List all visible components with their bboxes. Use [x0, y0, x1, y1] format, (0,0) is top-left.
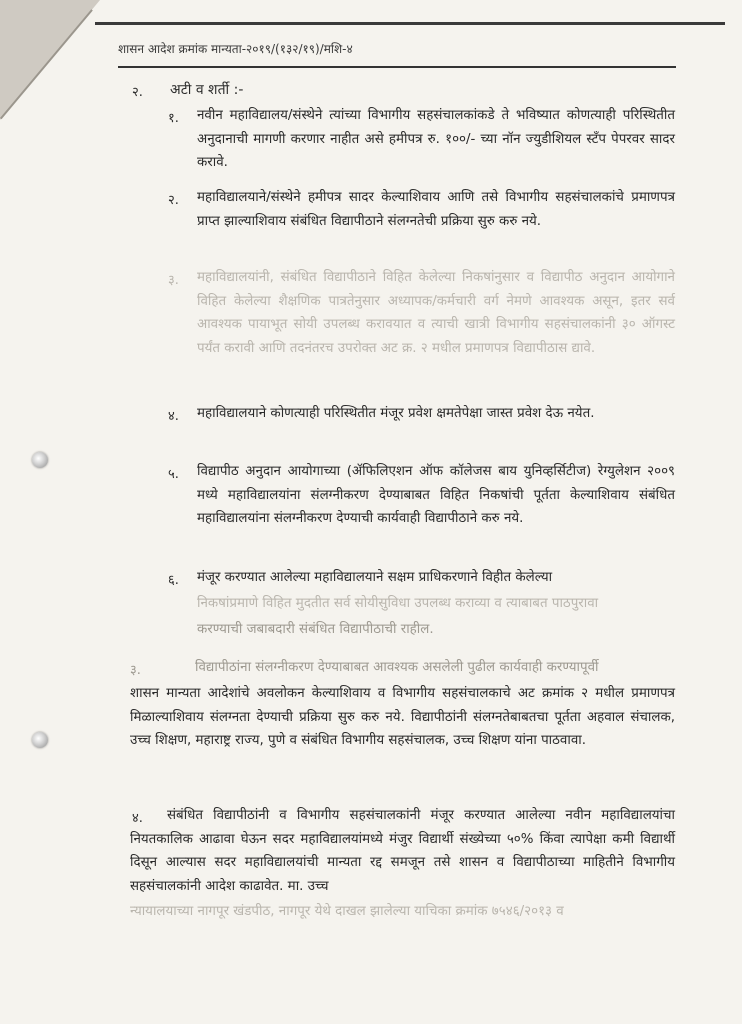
section-3-text: शासन मान्यता आदेशांचे अवलोकन केल्याशिवाय व विभागीय सहसंचालकाचे अट क्रमांक २ मधील प्रमाणपत्र मिळाल्याशिवाय संलग्नता देण्याची प्रक्रिया सुरु करु नये. विद्यापीठांनी संलग्नतेबाबतचा पूर्तता अहवाल संचालक, उच्च शिक्षण, महाराष्ट्र राज्य, पुणे व संबंधित विभागीय सहसंचालक, उच्च शिक्षण यांना पाठवावा.: [130, 686, 675, 748]
condition-4-text: महाविद्यालयाने कोणत्याही परिस्थितीत मंजूर प्रवेश क्षमतेपेक्षा जास्त प्रवेश देऊ नयेत.: [197, 406, 595, 421]
section-4-number: ४.: [132, 811, 143, 826]
section-2-title: अटी व शर्ती :-: [170, 82, 244, 98]
scan-top-edge: [95, 22, 725, 25]
header-rule: [118, 66, 676, 68]
condition-6-line-1: मंजूर करण्यात आलेल्या महाविद्यालयाने सक्षम प्राधिकरणाने विहीत केलेल्या: [197, 570, 553, 585]
condition-2-number: २.: [168, 193, 179, 208]
condition-6-line-2: निकषांप्रमाणे विहित मुदतीत सर्व सोयीसुविधा उपलब्ध कराव्या व त्याबाबत पाठपुरावा: [197, 596, 599, 611]
condition-2-text: महाविद्यालयाने/संस्थेने हमीपत्र सादर केल्याशिवाय आणि तसे विभागीय सहसंचालकांचे प्रमाणपत्र प्राप्त झाल्याशिवाय संबंधित विद्यापीठाने संलग्नतेची प्रक्रिया सुरु करु नये.: [197, 190, 675, 229]
condition-3-number: ३.: [168, 273, 179, 288]
condition-1-number: १.: [168, 111, 179, 126]
condition-5-text: विद्यापीठ अनुदान आयोगाच्या (ॲफिलिएशन ऑफ कॉलेजस बाय युनिव्हर्सिटीज) रेग्युलेशन २००९ मध्ये महाविद्यालयांना संलग्नीकरण देण्याबाबत विहित निकषांची पूर्तता केल्याशिवाय संबंधित महाविद्यालयांना संलग्नीकरण देण्याची कार्यवाही विद्यापीठाने करु नये.: [197, 464, 675, 526]
section-3-line-1: विद्यापीठांना संलग्नीकरण देण्याबाबत आवश्यक असलेली पुढील कार्यवाही करण्यापूर्वी: [195, 660, 599, 675]
section-4-text: संबंधित विद्यापीठांनी व विभागीय सहसंचालकांनी मंजूर करण्यात आलेल्या नवीन महाविद्यालयांचा नियतकालिक आढावा घेऊन सदर महाविद्यालयांमध्ये मंजुर विद्यार्थी संख्येच्या ५०% किंवा त्यापेक्षा कमी विद्यार्थी दिसून आल्यास सदर महाविद्यालयांची मान्यता रद्द समजून तसे शासन व विद्यापीठाच्या माहितीने विभागीय सहसंचालकांनी आदेश काढावेत. मा. उच्च: [130, 808, 675, 894]
condition-6-number: ६.: [168, 573, 179, 588]
condition-5-number: ५.: [168, 467, 179, 482]
condition-1-text: नवीन महाविद्यालय/संस्थेने त्यांच्या विभागीय सहसंचालकांकडे ते भविष्यात कोणत्याही परिस्थितीत अनुदानाची मागणी करणार नाहीत असे हमीपत्र रु. १००/- च्या नॉन ज्युडीशियल स्टँप पेपरवर सादर करावे.: [197, 108, 675, 170]
condition-6-line-3: करण्याची जबाबदारी संबंधित विद्यापीठाची राहील.: [197, 622, 434, 637]
condition-4-number: ४.: [168, 409, 179, 424]
punch-hole-bottom: [32, 732, 48, 748]
section-2-number: २.: [132, 85, 143, 100]
section-3-number: ३.: [130, 663, 141, 678]
punch-hole-top: [32, 452, 48, 468]
section-4-last-line: न्यायालयाच्या नागपूर खंडपीठ, नागपूर येथे दाखल झालेल्या याचिका क्रमांक ७५४६/२०१३ व: [130, 904, 564, 919]
order-reference-header: शासन आदेश क्रमांक मान्यता-२०१९/(१३२/१९)/मशि-४: [118, 42, 353, 56]
condition-3-text: महाविद्यालयांनी, संबंधित विद्यापीठाने विहित केलेल्या निकषांनुसार व विद्यापीठ अनुदान आयोगाने विहित केलेल्या शैक्षणिक पात्रतेनुसार अध्यापक/कर्मचारी वर्ग नेमणे आवश्यक असून, इतर सर्व आवश्यक पायाभूत सोयी उपलब्ध करावयात व त्याची खात्री विभागीय सहसंचालकांनी ३० ऑगस्ट पर्यंत करावी आणि तदनंतरच उपरोक्त अट क्र. २ मधील प्रमाणपत्र विद्यापीठास द्यावे.: [197, 270, 675, 356]
